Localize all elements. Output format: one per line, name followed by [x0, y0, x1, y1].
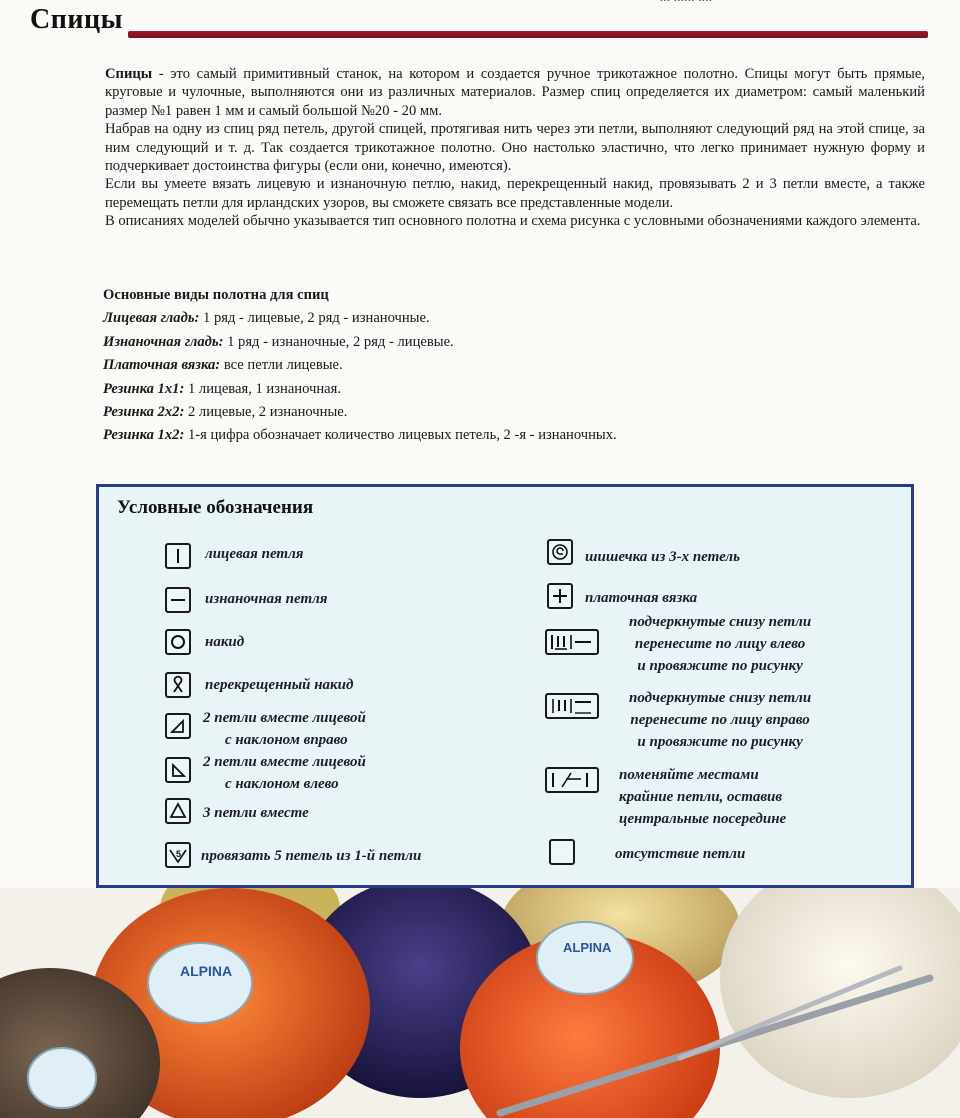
legend-label-swap-edge	[619, 764, 786, 830]
legend-label-line: и провяжите по рисунку	[637, 658, 803, 674]
legend-label-k3tog	[203, 802, 309, 824]
legend-label-line: перекрещенный накид	[205, 677, 354, 693]
intro-p1-text: - это самый примитивный станок, на котором и создается ручное трикотажное полотно. Спицы могут быть прямые, круговые и чулочные, выполняются они из различных материалов. Размер спиц определяется их диаметром: самый маленький размер №1 равен 1 мм и самый большой №20 - 20 мм.	[105, 66, 925, 119]
yarn-label-brand: ALPINA	[180, 963, 233, 979]
legend-label-line: подчеркнутые снизу петли	[629, 690, 812, 706]
swap-edge-icon	[545, 767, 599, 793]
knit-stitch-icon	[165, 543, 191, 569]
legend-label-crossed-yarn-over	[205, 674, 353, 696]
page-title: Спицы	[30, 4, 123, 35]
legend-label-line: шишечка из 3-х петель	[585, 549, 740, 565]
fabric-type-name: Резинка 2х2:	[103, 404, 185, 421]
legend-label-line: изнаночная петля	[205, 591, 328, 607]
legend-label-k2tog-right	[203, 707, 366, 751]
intro-text	[105, 65, 925, 231]
legend-box	[96, 484, 914, 888]
legend-label-line: с наклоном влево	[225, 776, 339, 792]
yarn-photo	[0, 888, 960, 1118]
legend-label-line: отсутствие петли	[615, 846, 746, 862]
fabric-type-name: Лицевая гладь:	[103, 310, 200, 327]
legend-label-line: 3 петли вместе	[203, 805, 309, 821]
legend-label-line: платочная вязка	[585, 590, 698, 606]
legend-label-line: крайние петли, оставив	[619, 789, 783, 805]
legend-label-line: провязать 5 петель из 1-й петли	[201, 848, 422, 864]
yarn-label	[537, 922, 633, 994]
fabric-types-heading: Основные виды полотна для спиц	[103, 287, 329, 303]
legend-label-line: перенесите по лицу вправо	[630, 712, 810, 728]
fabric-type-name: Резинка 1х2:	[103, 427, 185, 444]
k3tog-icon	[165, 798, 191, 824]
yarn-label-brand: ALPINA	[563, 940, 612, 955]
cropped-header-text	[660, 0, 713, 6]
fabric-type-row	[103, 424, 923, 447]
legend-label-line: 2 петли вместе лицевой	[203, 754, 366, 770]
legend-label-cable-right	[629, 687, 811, 753]
cable-left-icon	[545, 629, 599, 655]
fabric-type-text: 1 лицевая, 1 изнаночная.	[184, 380, 342, 397]
legend-label-knit	[205, 543, 304, 565]
fabric-type-row	[103, 401, 923, 424]
five-from-one-icon	[165, 842, 191, 868]
yarn-over-icon	[165, 629, 191, 655]
legend-label-bobble	[585, 546, 740, 568]
fabric-type-name: Резинка 1х1:	[103, 380, 185, 397]
fabric-types-section	[103, 284, 923, 448]
intro-paragraph-4: В описаниях моделей обычно указывается тип основного полотна и схема рисунка с условными обозначениями каждого элемента.	[105, 213, 921, 230]
legend-label-line: перенесите по лицу влево	[634, 636, 806, 652]
cable-right-icon	[545, 693, 599, 719]
fabric-type-row	[103, 307, 923, 330]
title-rule	[128, 31, 928, 38]
fabric-type-text: 2 лицевые, 2 изнаночные.	[184, 404, 348, 421]
crossed-yarn-over-icon	[165, 672, 191, 698]
yarn-label	[28, 1048, 96, 1108]
legend-label-line: поменяйте местами	[619, 767, 759, 783]
no-stitch-icon	[549, 839, 575, 865]
legend-label-no-stitch	[615, 843, 745, 865]
intro-lead-word: Спицы	[105, 66, 153, 82]
k2tog-left-icon	[165, 757, 191, 783]
purl-stitch-icon	[165, 587, 191, 613]
legend-label-line: центральные посередине	[619, 811, 787, 827]
legend-label-cable-left	[629, 611, 811, 677]
legend-label-line: с наклоном вправо	[225, 732, 348, 748]
legend-label-line: и провяжите по рисунку	[637, 734, 803, 750]
yarn-photo-illustration	[0, 888, 960, 1118]
legend-label-yarn-over	[205, 631, 244, 653]
fabric-type-text: 1 ряд - лицевые, 2 ряд - изнаночные.	[199, 310, 430, 327]
bobble-icon	[547, 539, 573, 565]
legend-label-k2tog-left	[203, 751, 366, 795]
legend-label-five-from-one	[201, 845, 421, 867]
fabric-type-name: Платочная вязка:	[103, 357, 221, 374]
fabric-type-text: 1 ряд - изнаночные, 2 ряд - лицевые.	[223, 333, 454, 350]
legend-label-purl	[205, 588, 328, 610]
legend-label-garter	[585, 587, 697, 609]
legend-label-line: 2 петли вместе лицевой	[203, 710, 366, 726]
legend-title: Условные обозначения	[117, 497, 314, 518]
yarn-label	[148, 943, 252, 1023]
fabric-type-row	[103, 378, 923, 401]
k2tog-right-icon	[165, 713, 191, 739]
page-header	[0, 0, 960, 60]
intro-paragraph-2: Набрав на одну из спиц ряд петель, другой спицей, протягивая нить через эти петли, выполняют следующий ряд на этой спице, за ним следующий и т. д. Так создается трикотажное полотно. Оно настолько эластично, что легко принимает нужную форму и подчеркивает достоинства фигуры (если они, конечно, имеются).	[105, 121, 925, 175]
garter-stitch-icon	[547, 583, 573, 609]
fabric-type-text: 1-я цифра обозначает количество лицевых петель, 2 -я - изнаночных.	[184, 427, 617, 444]
fabric-type-name: Изнаночная гладь:	[103, 333, 224, 350]
fabric-type-row	[103, 331, 923, 354]
five-from-one-icon-label: 5	[176, 849, 182, 859]
intro-paragraph-1	[105, 65, 925, 120]
intro-paragraph-3: Если вы умеете вязать лицевую и изнаночную петлю, накид, перекрещенный накид, провязывать 2 и 3 петли вместе, а также перемещать петли для ирландских узоров, вы сможете связать все представленные модели.	[105, 176, 925, 211]
fabric-type-text: все петли лицевые.	[220, 357, 343, 374]
legend-label-line: накид	[205, 634, 245, 650]
fabric-type-row	[103, 354, 923, 377]
legend-label-line: подчеркнутые снизу петли	[629, 614, 812, 630]
legend-label-line: лицевая петля	[205, 546, 304, 562]
